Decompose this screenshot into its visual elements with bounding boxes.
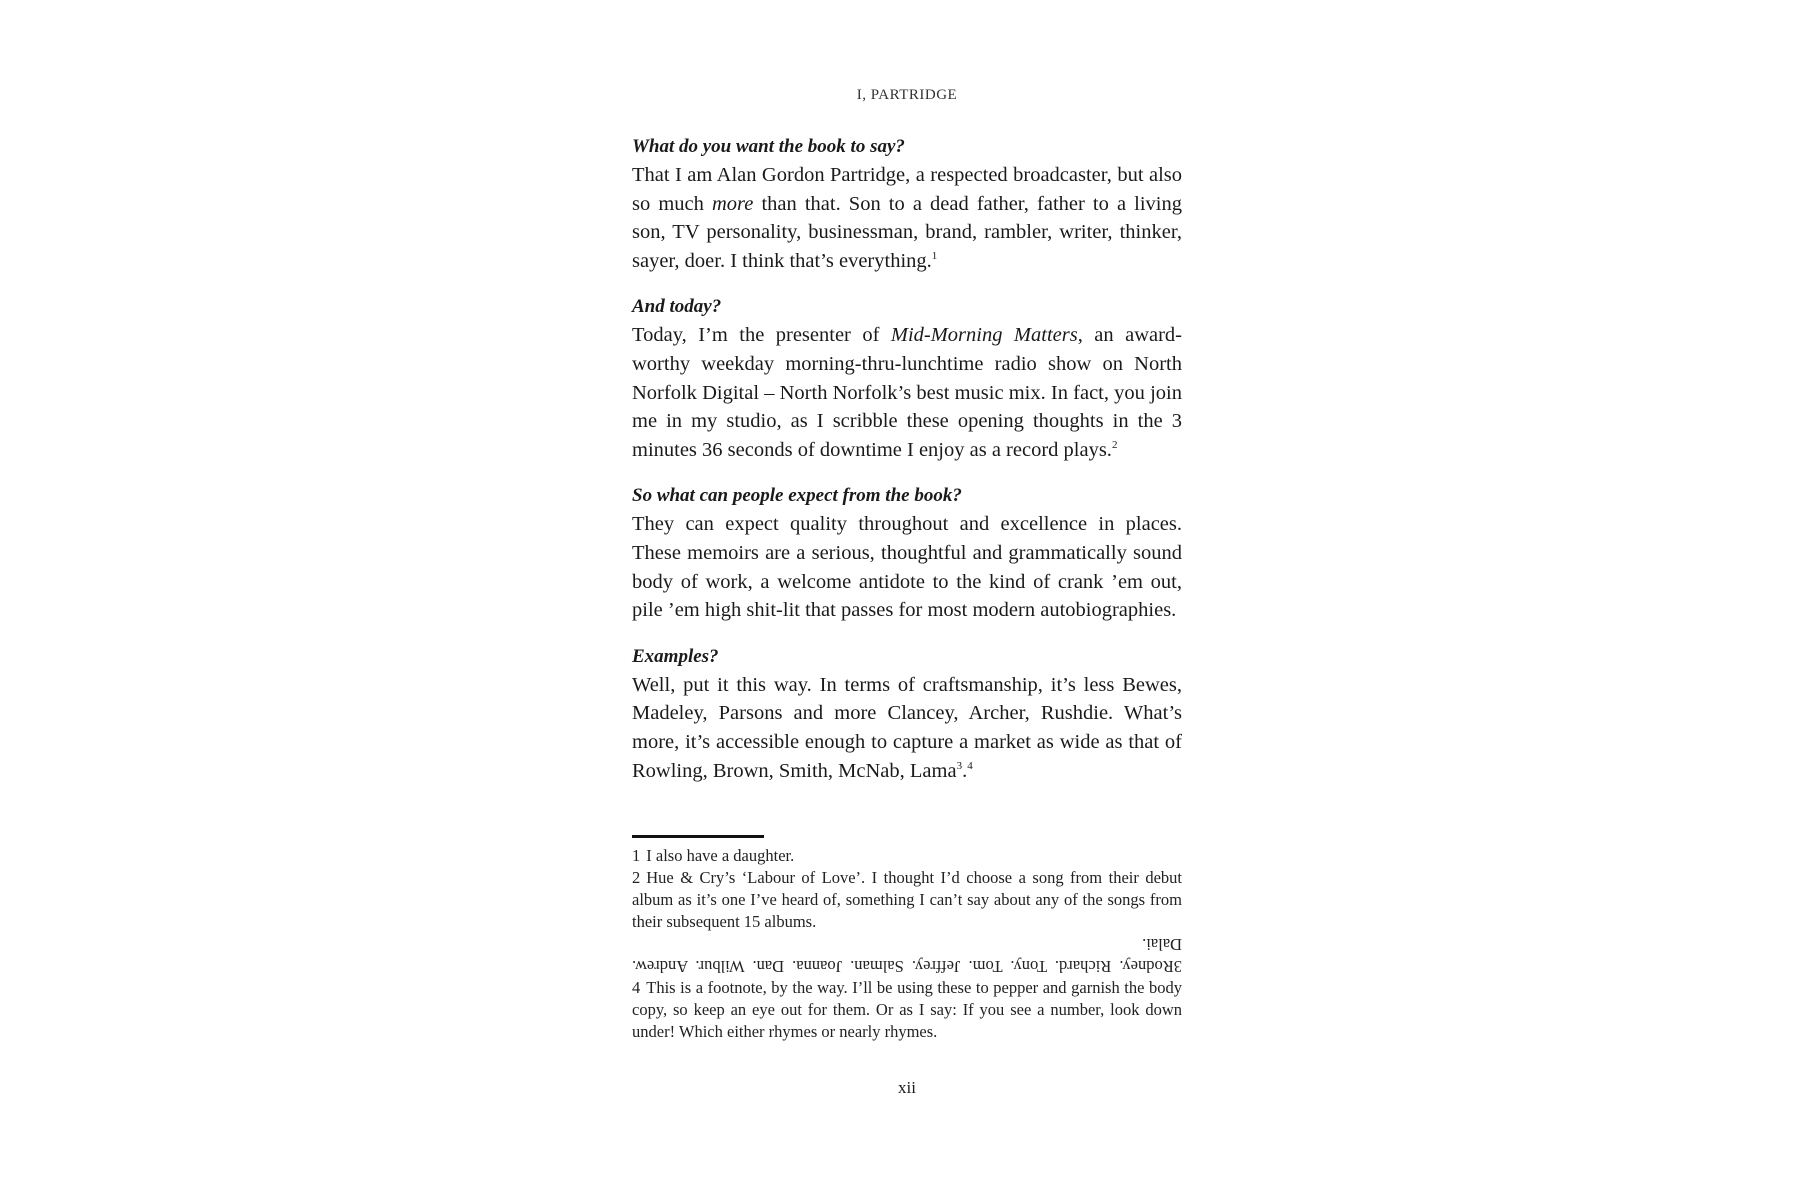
answer-text: That I am Alan Gordon Partridge, a respected broadcaster, but also so much <box>632 164 1182 215</box>
footnote-text: Rodney. Richard. Tony. Tom. Jeffrey. Salman. Joanna. Dan. Wilbur. Andrew. Dalai. <box>632 935 1182 976</box>
emphasis-text: more <box>711 192 754 215</box>
footnote-3-upside-down <box>632 933 1182 977</box>
answer-text: . <box>962 759 968 782</box>
answer-text: Today, I’m the presenter of <box>632 324 891 347</box>
qa-section <box>632 293 1182 464</box>
qa-section <box>632 482 1182 624</box>
answer-paragraph <box>632 321 1182 464</box>
body-text <box>632 133 1182 803</box>
footnote-marker[interactable]: 4 <box>967 759 973 772</box>
footnote-2 <box>632 867 1182 933</box>
footnote-text: I also have a daughter. <box>646 846 795 865</box>
question-heading: And today? <box>632 296 722 318</box>
footnotes <box>632 845 1182 1043</box>
footnote-text: This is a footnote, by the way. I’ll be using these to pepper and garnish the body copy, so keep an eye out for them. Or as I say: If you see a number, look down under! Which either rhymes or nearly rhymes. <box>632 978 1182 1041</box>
answer-text: than that. Son to a dead father, father to a living son, TV personality, businessman, brand, rambler, writer, thinker, sayer, doer. I think that’s everything. <box>632 192 1182 272</box>
answer-text: Well, put it this way. In terms of craftsmanship, it’s less Bewes, Madeley, Parsons and more Clancey, Archer, Rushdie. What’s more, it’s accessible enough to capture a market as wide as that of Rowling, Brown, Smith, McNab, Lama <box>632 673 1182 782</box>
question-heading: So what can people expect from the book? <box>632 485 962 507</box>
qa-section <box>632 133 1182 275</box>
page-number: xii <box>898 1078 916 1097</box>
footnote-number: 1 <box>632 846 641 865</box>
book-page <box>632 0 1182 1200</box>
footnote-marker[interactable]: 3 <box>956 759 963 772</box>
footnote-rule <box>632 835 764 838</box>
footnote-4 <box>632 977 1182 1043</box>
footnote-number: 2 <box>632 868 641 887</box>
question-heading: Examples? <box>632 645 719 667</box>
answer-paragraph: They can expect quality throughout and excellence in places. These memoirs are a serious, thoughtful and grammatically sound body of work, a welcome antidote to the kind of crank ’em out, pile ’em high shit-lit that passes for most modern autobiographies. <box>632 513 1182 622</box>
show-title: Mid-Morning Matters <box>890 324 1078 347</box>
question-heading: What do you want the book to say? <box>632 136 905 157</box>
running-head: I, PARTRIDGE <box>856 87 958 103</box>
footnote-marker[interactable]: 2 <box>1111 438 1118 451</box>
answer-text: , an award-worthy weekday morning-thru-lunchtime radio show on North Norfolk Digital – North Norfolk’s best music mix. In fact, you join me in my studio, as I scribble these opening thoughts in the 3 minutes 36 seconds of downtime I enjoy as a record plays. <box>632 324 1182 461</box>
footnote-text: Hue & Cry’s ‘Labour of Love’. I thought I’d choose a song from their debut album as it’s one I’ve heard of, something I can’t say about any of the songs from their subsequent 15 albums. <box>632 868 1182 931</box>
answer-paragraph <box>632 671 1182 785</box>
answer-paragraph <box>632 161 1182 275</box>
footnote-number: 3 <box>1173 957 1182 976</box>
footnote-number: 4 <box>632 978 641 997</box>
qa-section <box>632 643 1182 785</box>
footnote-1 <box>632 845 1182 867</box>
footnote-marker[interactable]: 1 <box>931 249 938 262</box>
